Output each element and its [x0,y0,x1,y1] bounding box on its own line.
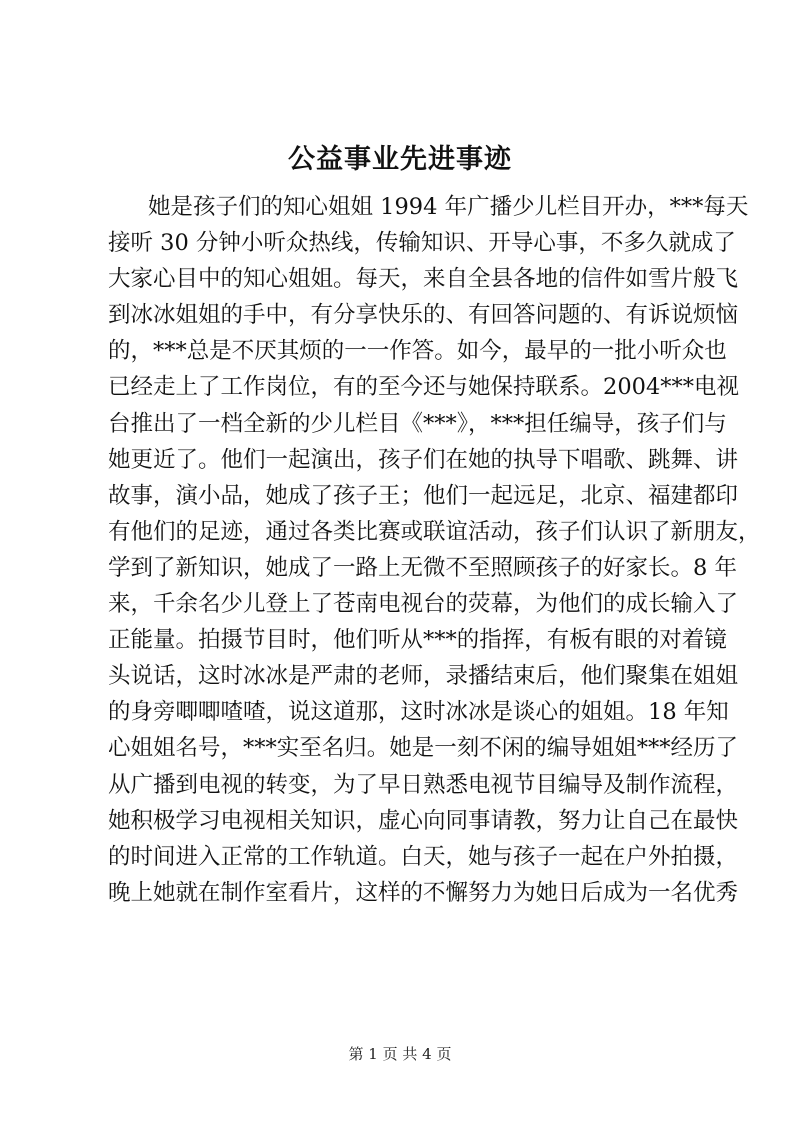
body-line: 头说话，这时冰冰是严肃的老师，录播结束后，他们聚集在姐姐 [108,663,739,690]
body-line: 来，千余名少儿登上了苍南电视台的荧幕，为他们的成长输入了 [108,591,739,618]
body-line: 到冰冰姐姐的手中，有分享快乐的、有回答问题的、有诉说烦恼 [108,302,739,329]
body-line: 的，***总是不厌其烦的一一作答。如今，最早的一批小听众也 [108,338,727,365]
body-line: 的身旁唧唧喳喳，说这道那，这时冰冰是谈心的姐姐。18 年知 [108,699,729,726]
body-line: 心姐姐名号，***实至名归。她是一刻不闲的编导姐姐***经历了 [108,735,739,762]
body-line: 已经走上了工作岗位，有的至今还与她保持联系。2004***电视 [108,374,740,401]
body-line: 正能量。拍摄节目时，他们听从***的指挥，有板有眼的对着镜 [108,627,727,654]
page-number-footer: 第 1 页 共 4 页 [348,1045,452,1063]
body-line: 她积极学习电视相关知识，虚心向同事请教，努力让自己在最快 [108,807,739,834]
document-title: 公益事业先进事迹 [288,144,512,175]
body-line: 她是孩子们的知心姐姐 1994 年广播少儿栏目开办，***每天 [148,194,749,220]
body-line: 她更近了。他们一起演出，孩子们在她的执导下唱歌、跳舞、讲 [108,446,739,473]
document-body [108,189,761,911]
body-line: 大家心目中的知心姐姐。每天，来自全县各地的信件如雪片般飞 [108,266,739,293]
body-line: 从广播到电视的转变，为了早日熟悉电视节目编导及制作流程， [108,771,739,798]
body-line: 的时间进入正常的工作轨道。白天，她与孩子一起在户外拍摄， [108,843,739,870]
body-line: 故事，演小品，她成了孩子王；他们一起远足，北京、福建都印 [108,482,739,509]
body-line: 晚上她就在制作室看片，这样的不懈努力为她日后成为一名优秀 [108,879,739,906]
body-line: 有他们的足迹，通过各类比赛或联谊活动，孩子们认识了新朋友， [108,518,761,545]
body-line: 学到了新知识，她成了一路上无微不至照顾孩子的好家长。8 年 [108,554,737,581]
body-line: 接听 30 分钟小听众热线，传输知识、开导心事，不多久就成了 [108,230,736,257]
body-line: 台推出了一档全新的少儿栏目《***》，***担任编导，孩子们与 [108,410,727,437]
